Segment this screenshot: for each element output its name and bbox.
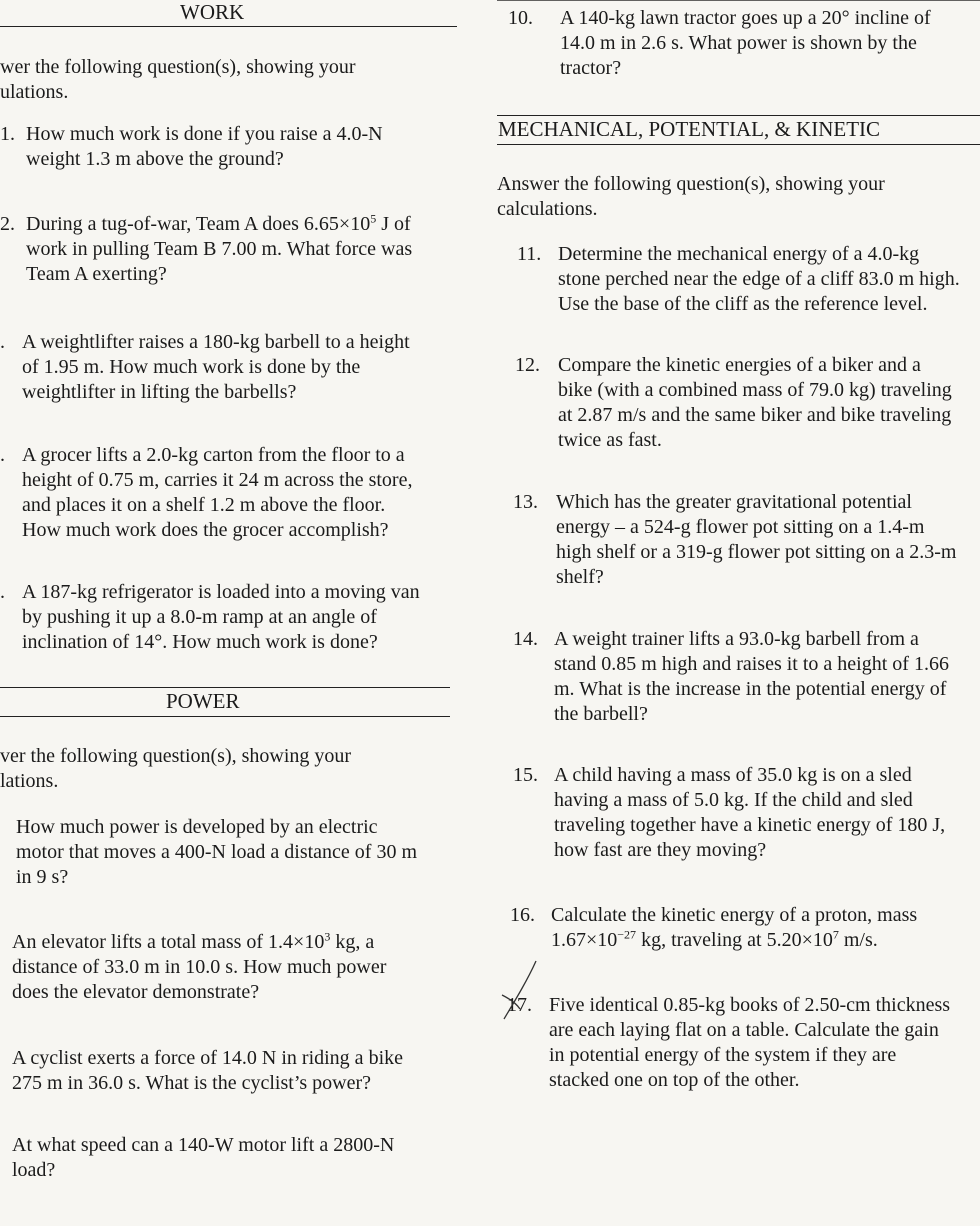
question-text-line: 275 m in 36.0 s. What is the cyclist’s power? [12, 1072, 372, 1094]
question-text-line: the barbell? [554, 703, 648, 725]
question-number: 11. [517, 243, 542, 265]
question-text-line: Which has the greater gravitational potential [556, 491, 912, 513]
question-2 [26, 212, 412, 287]
question-text-line: How much power is developed by an electric [16, 816, 378, 838]
question-text-fragment: 1.67×10 [551, 929, 618, 951]
question-text-line: how fast are they moving? [554, 839, 767, 861]
question-text-line: traveling together have a kinetic energy of 180 J, [554, 814, 946, 836]
work-header-rule [0, 26, 457, 27]
right-top-rule [497, 0, 980, 1]
question-text-line: At what speed can a 140-W motor lift a 2800-N [12, 1134, 395, 1156]
work-instructions-line: wer the following question(s), showing your [0, 56, 356, 78]
work-header: WORK [180, 0, 245, 24]
question-5 [22, 580, 420, 655]
question-text-line: inclination of 14°. How much work is done? [22, 631, 378, 653]
question-text-fragment: During a tug-of-war, Team A does 6.65×10 [26, 213, 371, 235]
power-header-rule-bottom [0, 716, 450, 717]
question-13 [556, 490, 957, 590]
question-11 [558, 242, 960, 317]
question-9 [12, 1133, 394, 1183]
question-number: 17. [507, 994, 532, 1016]
question-number: 16. [510, 904, 535, 926]
question-text-line: height of 0.75 m, carries it 24 m across the store, [22, 469, 413, 491]
question-text-line: Team A exerting? [26, 263, 167, 285]
question-8 [12, 1046, 403, 1096]
question-number: 15. [513, 764, 538, 786]
question-text-line: weight 1.3 m above the ground? [26, 148, 284, 170]
question-text-line [26, 212, 412, 237]
question-text-line: stand 0.85 m high and raises it to a height of 1.66 [554, 653, 949, 675]
question-text-line: m. What is the increase in the potential energy of [554, 678, 947, 700]
question-text-line: 14.0 m in 2.6 s. What power is shown by the [560, 32, 917, 54]
work-instructions [0, 55, 356, 105]
question-14 [554, 627, 949, 727]
question-text-fragment: J of [376, 213, 411, 235]
mech-instructions [497, 172, 885, 222]
question-number: 10. [508, 7, 533, 29]
question-15 [554, 763, 945, 863]
handwritten-check-icon [498, 955, 548, 1025]
question-12 [558, 353, 952, 453]
mech-header: MECHANICAL, POTENTIAL, & KINETIC [498, 117, 881, 141]
question-text-line: How much work does the grocer accomplish? [22, 519, 389, 541]
mech-instructions-line: calculations. [497, 198, 598, 220]
exponent: 3 [324, 929, 331, 944]
question-text-line: stone perched near the edge of a cliff 83.0 m high. [558, 268, 960, 290]
question-text-line: bike (with a combined mass of 79.0 kg) traveling [558, 379, 952, 401]
question-text-line: A weightlifter raises a 180-kg barbell to a height [22, 331, 410, 353]
question-text-line: A cyclist exerts a force of 14.0 N in riding a bike [12, 1047, 403, 1069]
question-text-line: A 140-kg lawn tractor goes up a 20° incline of [560, 7, 931, 29]
question-text-line: does the elevator demonstrate? [12, 981, 260, 1003]
mech-instructions-line: Answer the following question(s), showing your [497, 173, 885, 195]
question-text-line: Calculate the kinetic energy of a proton, mass [551, 904, 918, 926]
mech-header-rule-bottom [497, 144, 980, 145]
question-number: 2. [0, 213, 15, 235]
exponent: 5 [370, 211, 377, 226]
question-text-line: motor that moves a 400-N load a distance of 30 m [16, 841, 418, 863]
question-text-line: are each laying flat on a table. Calculate the gain [549, 1019, 939, 1041]
question-text-line: Compare the kinetic energies of a biker and a [558, 354, 921, 376]
question-4 [22, 443, 412, 543]
work-instructions-line: ulations. [0, 81, 69, 103]
question-text-fragment: m/s. [838, 929, 878, 951]
question-text-fragment: kg, a [330, 931, 375, 953]
power-header-rule-top [0, 687, 450, 688]
question-number: . [0, 331, 5, 353]
question-text-line: load? [12, 1159, 56, 1181]
exponent: −27 [617, 927, 637, 942]
question-text-line: A weight trainer lifts a 93.0-kg barbell from a [554, 628, 919, 650]
question-text-line: work in pulling Team B 7.00 m. What force was [26, 238, 413, 260]
mech-header-rule-top [497, 115, 980, 116]
question-text-line: twice as fast. [558, 429, 662, 451]
question-7 [12, 930, 386, 1005]
question-text-line: at 2.87 m/s and the same biker and bike traveling [558, 404, 952, 426]
power-header: POWER [166, 689, 240, 713]
question-text-fragment: kg, traveling at 5.20×10 [636, 929, 833, 951]
question-text-fragment: An elevator lifts a total mass of 1.4×10 [12, 931, 325, 953]
question-text-line [551, 928, 917, 953]
question-text-line: Five identical 0.85-kg books of 2.50-cm thickness [549, 994, 951, 1016]
question-text-line: A 187-kg refrigerator is loaded into a moving van [22, 581, 420, 603]
question-number: . [0, 444, 5, 466]
question-17 [549, 993, 950, 1093]
question-text-line: having a mass of 5.0 kg. If the child and sled [554, 789, 913, 811]
question-1 [26, 122, 383, 172]
question-text-line: and places it on a shelf 1.2 m above the floor. [22, 494, 386, 516]
question-text-line: in 9 s? [16, 866, 69, 888]
question-text-line: tractor? [560, 57, 622, 79]
question-text-line: energy – a 524-g flower pot sitting on a 1.4-m [556, 516, 925, 538]
question-text-line: shelf? [556, 566, 604, 588]
question-number: 14. [513, 628, 538, 650]
power-instructions-line: lations. [0, 770, 59, 792]
question-text-line: weightlifter in lifting the barbells? [22, 381, 297, 403]
question-text-line: in potential energy of the system if they are [549, 1044, 897, 1066]
question-text-line: A grocer lifts a 2.0-kg carton from the floor to a [22, 444, 405, 466]
question-text-line: high shelf or a 319-g flower pot sitting on a 2.3-m [556, 541, 957, 563]
question-text-line: A child having a mass of 35.0 kg is on a sled [554, 764, 912, 786]
question-text-line: stacked one on top of the other. [549, 1069, 800, 1091]
question-text-line: of 1.95 m. How much work is done by the [22, 356, 361, 378]
question-text-line: Use the base of the cliff as the reference level. [558, 293, 928, 315]
question-text-line: by pushing it up a 8.0-m ramp at an angle of [22, 606, 377, 628]
question-text-line [12, 930, 386, 955]
power-instructions [0, 744, 351, 794]
question-number: . [0, 581, 5, 603]
question-10 [560, 6, 931, 81]
question-number: 13. [513, 491, 538, 513]
question-number: 1. [0, 123, 15, 145]
question-text-line: distance of 33.0 m in 10.0 s. How much power [12, 956, 387, 978]
question-text-line: How much work is done if you raise a 4.0-N [26, 123, 383, 145]
power-instructions-line: ver the following question(s), showing your [0, 745, 352, 767]
exponent: 7 [832, 927, 839, 942]
question-16 [551, 903, 917, 953]
question-6 [16, 815, 417, 890]
question-text-line: Determine the mechanical energy of a 4.0-kg [558, 243, 920, 265]
question-3 [22, 330, 410, 405]
question-number: 12. [515, 354, 540, 376]
